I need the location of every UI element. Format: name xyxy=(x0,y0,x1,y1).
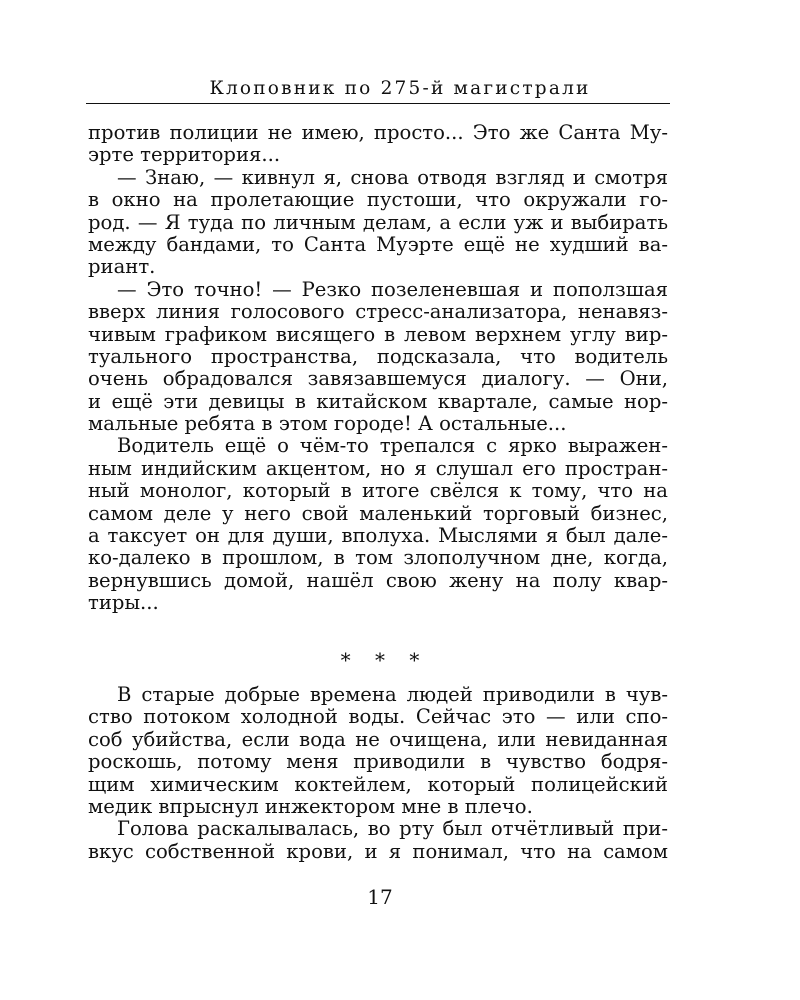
text-line: Водитель ещё о чём-то трепался с ярко выражен- xyxy=(117,434,668,458)
text-line: и ещё эти девицы в китайском квартале, самые нор- xyxy=(88,389,668,413)
text-line: ко-далеко в прошлом, в том злополучном дне, когда, xyxy=(88,546,668,570)
body-text-section-1 xyxy=(88,122,668,615)
text-line: в окно на пролетающие пустоши, что окружали го- xyxy=(88,188,668,212)
text-line: очень обрадовался завязавшемуся диалогу. — Они, xyxy=(88,367,668,391)
running-head: Клоповник по 275-й магистрали xyxy=(209,78,591,99)
text-line: ный монолог, который в итоге свёлся к тому, что на xyxy=(88,479,668,503)
text-line: ство потоком холодной воды. Сейчас это — или спо- xyxy=(88,705,668,729)
text-line: против полиции не имею, просто... Это же Санта Му- xyxy=(88,121,668,144)
text-line: В старые добрые времена людей приводили в чув- xyxy=(117,683,668,706)
header-rule xyxy=(86,103,670,104)
text-line: род. — Я туда по личным делам, а если уж и выбирать xyxy=(88,210,668,234)
text-line: — Это точно! — Резко позеленевшая и поползшая xyxy=(117,277,668,301)
text-line: вернувшись домой, нашёл свою жену на полу квар- xyxy=(88,568,668,592)
text-line: роскошь, потому меня приводили в чувство бодря- xyxy=(88,750,668,774)
text-line: вверх линия голосового стресс-анализатора, ненавяз- xyxy=(88,300,668,324)
text-line: мальные ребята в этом городе! А остальные... xyxy=(88,412,567,436)
text-line: а таксует он для души, вполуха. Мыслями я был дале- xyxy=(88,524,668,548)
text-line: самом деле у него свой маленький торговый бизнес, xyxy=(88,501,668,525)
text-line: щим химическим коктейлем, который полицейский xyxy=(88,772,668,796)
text-line: медик впрыснул инжектором мне в плечо. xyxy=(88,794,533,818)
text-line: — Знаю, — кивнул я, снова отводя взгляд и смотря xyxy=(117,165,668,189)
text-line: тиры... xyxy=(88,591,159,615)
text-line: чивым графиком висящего в левом верхнем углу вир- xyxy=(88,322,668,346)
text-line: Голова раскалывалась, во рту был отчётливый при- xyxy=(117,817,668,841)
section-separator: * * * xyxy=(340,648,420,672)
text-line: между бандами, то Санта Муэрте ещё не худший ва- xyxy=(88,232,668,256)
text-line: вкус собственной крови, и я понимал, что на самом xyxy=(88,839,668,863)
text-line: соб убийства, если вода не очищена, или невиданная xyxy=(88,727,668,751)
text-line: туального пространства, подсказала, что водитель xyxy=(88,344,668,368)
page-number: 17 xyxy=(367,885,393,909)
text-line: эрте территория... xyxy=(88,143,281,167)
text-line: ным индийским акцентом, но я слушал его простран- xyxy=(88,456,668,480)
text-line: риант. xyxy=(88,255,156,279)
body-text-section-2 xyxy=(88,684,668,863)
